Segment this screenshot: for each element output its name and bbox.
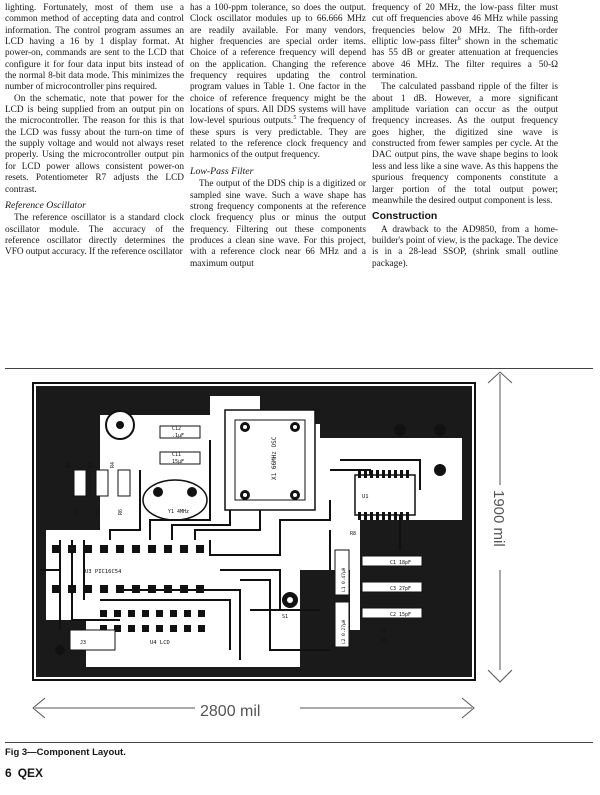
footnote-ref: 5 [293,115,297,122]
x1-label: X1 66MHz OSC [271,436,278,480]
j8-label: J8 [380,638,387,644]
u2-label: U2 [372,441,379,447]
paragraph: has a 100-ppm tolerance, so does the output. Clock oscillator modules up to 66.666 MHz are readily available. For many vendors, higher frequencies are special order items. Choice of a reference frequency will depend on the application. Changing the reference frequency requires updating the control program values in Table 1. One factor in the choice of reference frequency might be the locations of spurs. All DDS systems will have low-level spurious outputs.$^5$ The frequency of these spurs is very predictable. They are related to the reference clock frequency and harmonics of the output frequency. [190,3,366,161]
c3-label: C3 27pF [390,586,412,592]
section-heading-construction: Construction [372,210,438,223]
u1-label: U1 [362,494,369,500]
r1-label: R1 [74,508,80,515]
u3-pads [52,545,204,593]
paragraph: lighting. Fortunately, most of them use a common method of accepting data and control information. The control program assumes an LCD having a 16 by 1 display format. At power-on, commands are sent to the LCD that configure it for four data input bits instead of the normal 8-bit data mode. This minimizes the number of microcontroller pins required. [5,3,184,93]
l1-label: L1 0.47μH [342,567,347,592]
footnote-ref: 6 [457,35,461,42]
component-layout-figure [0,370,600,740]
r2-label: R2 [88,461,94,468]
c2-label: C2 15pF [390,612,412,618]
j7-label: J7 [380,628,387,634]
text-column-3 [372,3,558,270]
paragraph: frequency of 20 MHz, the low-pass filter must cut off frequencies above 46 MHz while passing frequencies below 20 MHz. The fifth-order elliptic low-pass filter$^6$ shown in the schematic has 55 dB or greater attenuation at frequencies above 46 MHz. The filter requires a 50-Ω termination. [372,3,558,82]
section-heading-low-pass-filter: Low-Pass Filter [190,165,254,177]
figure-caption: Fig 3—Component Layout. [5,747,126,758]
text-column-2 [190,3,366,270]
section-heading-reference-oscillator: Reference Oscillator [5,199,86,211]
text-column-1 [5,3,184,259]
r8-label: R8 [350,531,357,537]
paragraph: On the schematic, note that power for the LCD is being supplied from an output pin on the microcontroller. The reason for this is that the LCD was fussy about the turn-on time of the supply voltage and would not always reset properly. Using the microcontroller output pin for LCD power allows consistent power-on resets. Potentiometer R7 adjusts the LCD contrast. [5,93,184,195]
j3-label: J3 [80,640,87,646]
paragraph: The reference oscillator is a standard clock oscillator module. The accuracy of the reference oscillator directly determines the VFO output accuracy. If the reference oscillator [5,213,184,258]
y1-label: Y1 4MHz [168,509,190,515]
u4-label: U4 LCD [150,640,170,646]
c12-value: .1μF [172,433,185,439]
caption-divider [5,742,593,743]
r6-label: R6 [118,508,124,515]
c11-value: 15μF [172,459,185,465]
paragraph: The output of the DDS chip is a digitized or sampled sine wave. Such a wave shape has strong frequency components at the reference clock frequency plus or minus the output frequency. Filtering out these components produces a clean sine wave. For this project, with a reference clock near 66 MHz and a maximum output [190,179,366,269]
u3-label: U3 PIC16C54 [85,569,122,575]
paragraph: The calculated passband ripple of the filter is about 1 dB. However, a more significant amplitude variation can occur as the output frequency increases. As the output frequency goes higher, the digitized sine wave is constructed from fewer samples per cycle. At the DAC output pins, the wave shape begins to look less and less like a sine wave. As this happens the spurious frequency components constitute a larger portion of the total output power; meanwhile the desired output component is less. [372,82,558,206]
c1-label: C1 18pF [390,560,412,566]
page-number: 6 [5,766,12,780]
r4-label: R4 [110,461,116,468]
paragraph: A drawback to the AD9850, from a home-builder's point of view, is the package. The device is in a 28-lead SSOP, (shrink small outline package). [372,224,558,269]
height-dimension-label: 1900 mil [490,490,507,547]
r5-label: R5 [96,508,102,515]
width-dimension-label: 2800 mil [200,703,261,720]
page-folio [5,766,49,780]
s1-label: S1 [282,614,289,620]
r3-label: R3 [66,461,72,468]
section-divider [5,368,593,369]
c12-label: C12 [172,426,182,432]
x1-oscillator-outline [225,410,315,510]
c11-label: C11 [172,452,182,458]
l2-label: L2 0.27μH [342,619,347,644]
magazine-name: QEX [17,766,44,780]
